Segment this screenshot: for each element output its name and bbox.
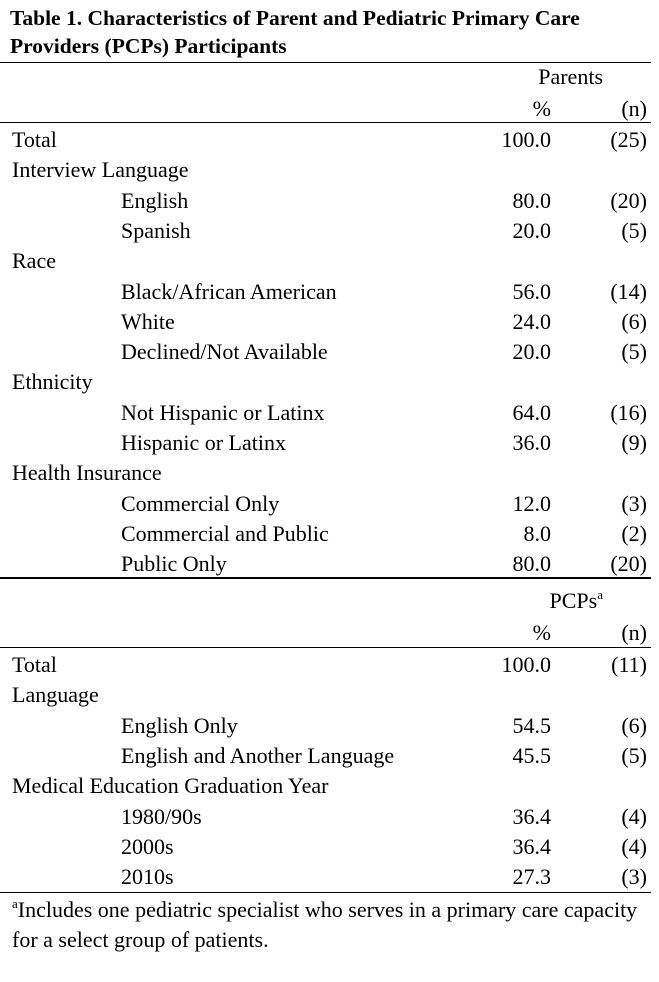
row-n: (5)	[621, 742, 647, 768]
pcps-n-header: (n)	[621, 620, 647, 645]
row-label: Spanish	[121, 217, 191, 243]
row-pct: 100.0	[501, 127, 551, 152]
row-label: Language	[12, 682, 99, 708]
pcps-header-label: PCPs	[549, 588, 598, 613]
row-pct: 8.0	[523, 520, 551, 546]
row-n: (3)	[621, 490, 647, 516]
row-n: (9)	[621, 430, 647, 455]
parents-group-header: Parents	[538, 64, 603, 89]
pcps-pct-header: %	[532, 620, 551, 645]
row-pct: 100.0	[501, 652, 551, 677]
row-label: Commercial and Public	[121, 520, 329, 546]
row-label: Medical Education Graduation Year	[12, 773, 329, 799]
row-pct: 45.5	[512, 742, 551, 768]
row-n: (25)	[610, 127, 647, 152]
row-n: (14)	[610, 278, 647, 304]
row-label: Race	[12, 248, 56, 274]
row-n: (16)	[610, 399, 647, 425]
row-pct: 80.0	[512, 187, 551, 213]
row-label: Interview Language	[12, 157, 189, 183]
row-n: (11)	[611, 652, 647, 677]
row-label: Declined/Not Available	[121, 339, 328, 365]
row-pct: 36.4	[512, 803, 551, 829]
row-label: English	[121, 187, 189, 213]
row-pct: 56.0	[512, 278, 551, 304]
table-title: Table 1. Characteristics of Parent and Pediatric Primary Care Providers (PCPs) Participants	[10, 6, 580, 58]
row-n: (2)	[621, 520, 647, 546]
footnote-text: Includes one pediatric specialist who serves in a primary care capacity for a select group of patients.	[12, 897, 638, 952]
row-label: White	[121, 308, 175, 334]
row-label: Total	[12, 652, 57, 677]
row-pct: 36.4	[512, 833, 551, 859]
row-n: (20)	[610, 187, 647, 213]
pcps-header-rule	[0, 647, 651, 648]
row-n: (3)	[621, 864, 647, 890]
row-label: Health Insurance	[12, 460, 162, 486]
row-n: (4)	[621, 803, 647, 829]
row-label: English and Another Language	[121, 742, 395, 768]
parents-n-header: (n)	[621, 96, 647, 121]
row-label: Public Only	[121, 551, 227, 577]
row-label: Hispanic or Latinx	[121, 430, 286, 455]
row-label: Black/African American	[121, 278, 337, 304]
row-pct: 80.0	[512, 551, 551, 577]
row-pct: 36.0	[512, 430, 551, 455]
row-label: 1980/90s	[121, 803, 202, 829]
parents-header-rule	[0, 122, 651, 123]
row-pct: 54.5	[512, 712, 551, 738]
row-pct: 27.3	[512, 864, 551, 890]
section-divider	[0, 577, 651, 579]
row-label: English Only	[121, 712, 238, 738]
footnote-marker: a	[12, 895, 18, 911]
row-n: (5)	[621, 339, 647, 365]
row-n: (6)	[621, 308, 647, 334]
row-n: (6)	[621, 712, 647, 738]
bottom-rule	[0, 892, 651, 893]
row-n: (5)	[621, 217, 647, 243]
row-pct: 64.0	[512, 399, 551, 425]
row-label: Commercial Only	[121, 490, 280, 516]
row-pct: 20.0	[512, 217, 551, 243]
row-pct: 12.0	[512, 490, 551, 516]
row-label: Not Hispanic or Latinx	[121, 399, 325, 425]
row-label: Total	[12, 127, 57, 152]
footnote	[12, 895, 642, 955]
pcps-header-sup: a	[597, 586, 603, 602]
row-label: 2000s	[121, 833, 174, 859]
row-label: Ethnicity	[12, 369, 93, 395]
row-label: 2010s	[121, 864, 174, 890]
pcps-group-header	[550, 586, 604, 616]
row-n: (20)	[610, 551, 647, 577]
row-pct: 20.0	[512, 339, 551, 365]
parents-pct-header: %	[532, 96, 551, 121]
row-pct: 24.0	[512, 308, 551, 334]
row-n: (4)	[621, 833, 647, 859]
